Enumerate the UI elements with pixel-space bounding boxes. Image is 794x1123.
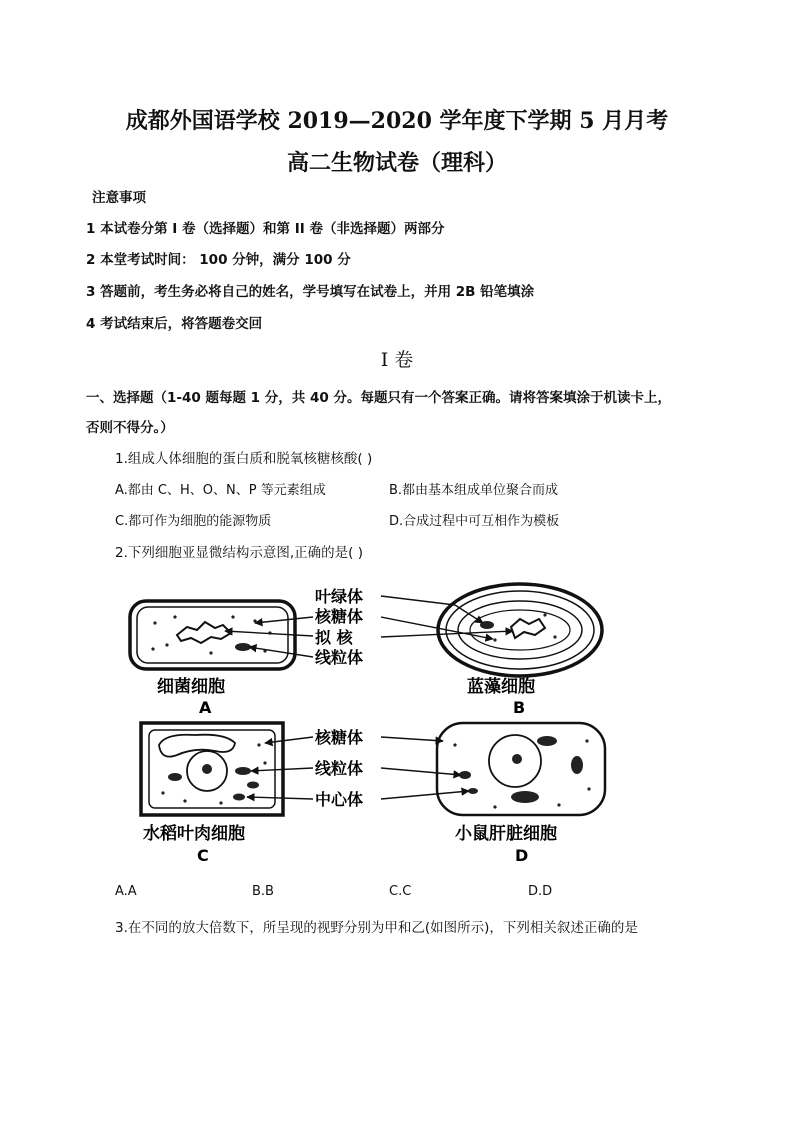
label-ribosome: 核糖体 (315, 607, 364, 626)
question-2-option-a: A.A (115, 884, 137, 899)
label-mitochondria-bottom: 线粒体 (315, 759, 364, 778)
rice-leaf-cell-diagram (141, 723, 283, 815)
label-nucleoid: 拟 核 (315, 628, 353, 647)
notice-item: 2 本堂考试时间： 100 分钟，满分 100 分 (86, 252, 351, 268)
bacteria-cell-diagram (130, 601, 295, 669)
exam-subtitle: 高二生物试卷（理科） (286, 150, 507, 176)
label-centrosome: 中心体 (315, 790, 364, 809)
section-title: Ⅰ 卷 (380, 349, 414, 371)
question-1-option-c: C.都可作为细胞的能源物质 (115, 514, 272, 529)
question-1-option-d: D.合成过程中可互相作为模板 (389, 514, 560, 529)
question-1-option-a: A.都由 C、H、O、N、P 等元素组成 (115, 483, 326, 498)
label-ribosome-bottom: 核糖体 (315, 728, 364, 747)
section-instruction: 一、选择题（1-40 题每题 1 分，共 40 分。每题只有一个答案正确。请将答案填涂于机读卡上， (86, 390, 671, 406)
cyanobacteria-cell-diagram (438, 584, 602, 676)
notice-item: 3 答题前，考生务必将自己的姓名，学号填写在试卷上，并用 2B 铅笔填涂 (86, 284, 535, 300)
cell-name-c: 水稻叶肉细胞 (143, 824, 245, 844)
notice-heading: 注意事项 (92, 190, 146, 206)
cell-name-d: 小鼠肝脏细胞 (455, 824, 557, 844)
cell-name-a: 细菌细胞 (157, 677, 225, 697)
exam-title: 成都外国语学校 2019—2020 学年度下学期 5 月月考 (125, 108, 669, 134)
cell-letter-a: A (199, 698, 212, 717)
question-2-option-b: B.B (252, 884, 274, 899)
cell-letter-b: B (513, 698, 526, 717)
label-mitochondria: 线粒体 (315, 648, 364, 667)
question-1-stem: 1.组成人体细胞的蛋白质和脱氧核糖核酸( ) (115, 451, 373, 467)
notice-item: 1 本试卷分第 I 卷（选择题）和第 II 卷（非选择题）两部分 (86, 221, 445, 237)
cell-name-b: 蓝藻细胞 (467, 677, 535, 697)
mouse-liver-cell-diagram (437, 723, 605, 815)
section-instruction-cont: 否则不得分。） (86, 420, 174, 436)
cell-letter-d: D (515, 846, 529, 865)
question-2-stem: 2.下列细胞亚显微结构示意图,正确的是( ) (115, 545, 363, 561)
question-2-option-c: C.C (389, 884, 412, 899)
notice-item: 4 考试结束后，将答题卷交回 (86, 316, 263, 332)
cell-structure-figure (115, 575, 615, 870)
question-1-option-b: B.都由基本组成单位聚合而成 (389, 483, 559, 498)
question-3-stem: 3.在不同的放大倍数下，所呈现的视野分别为甲和乙(如图所示)，下列相关叙述正确的是 (115, 920, 638, 936)
cell-letter-c: C (197, 846, 209, 865)
question-2-option-d: D.D (528, 884, 553, 899)
label-chloroplast: 叶绿体 (315, 587, 364, 606)
